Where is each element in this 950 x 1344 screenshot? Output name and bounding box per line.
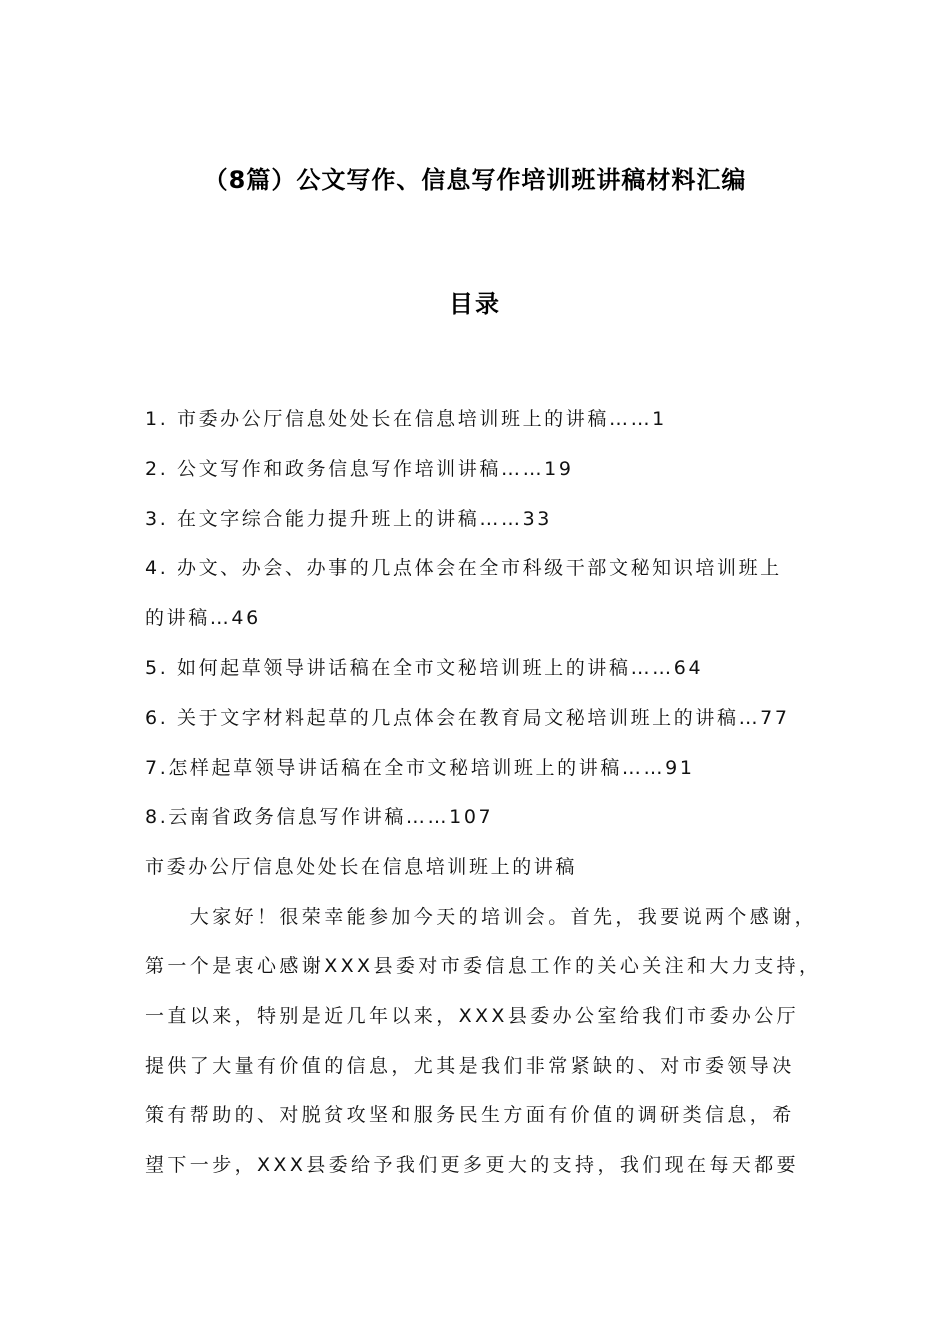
toc-item-4[interactable]: 4. 办文、办会、办事的几点体会在全市科级干部文秘知识培训班上 <box>145 557 782 579</box>
toc-heading: 目录 <box>449 290 501 318</box>
toc-item-4-continued[interactable]: 的讲稿…46 <box>145 607 261 629</box>
toc-item-5[interactable]: 5. 如何起草领导讲话稿在全市文秘培训班上的讲稿……64 <box>145 657 704 679</box>
body-line: 提供了大量有价值的信息，尤其是我们非常紧缺的、对市委领导决 <box>145 1055 795 1077</box>
toc-item-1[interactable]: 1. 市委办公厅信息处处长在信息培训班上的讲稿……1 <box>145 408 667 430</box>
body-line: 一直以来，特别是近几年以来，XXX县委办公室给我们市委办公厅 <box>145 1005 800 1027</box>
toc-item-6[interactable]: 6. 关于文字材料起草的几点体会在教育局文秘培训班上的讲稿…77 <box>145 707 790 729</box>
body-line: 第一个是衷心感谢XXX县委对市委信息工作的关心关注和大力支持， <box>145 955 822 977</box>
body-line: 大家好！很荣幸能参加今天的培训会。首先，我要说两个感谢， <box>145 906 818 928</box>
body-line: 策有帮助的、对脱贫攻坚和服务民生方面有价值的调研类信息，希 <box>145 1104 795 1126</box>
section-title: 市委办公厅信息处处长在信息培训班上的讲稿 <box>145 856 578 878</box>
toc-item-3[interactable]: 3. 在文字综合能力提升班上的讲稿……33 <box>145 508 552 530</box>
toc-item-7[interactable]: 7.怎样起草领导讲话稿在全市文秘培训班上的讲稿……91 <box>145 757 695 779</box>
toc-item-2[interactable]: 2. 公文写作和政务信息写作培训讲稿……19 <box>145 458 574 480</box>
toc-item-8[interactable]: 8.云南省政务信息写作讲稿……107 <box>145 806 494 828</box>
document-title: （8篇）公文写作、信息写作培训班讲稿材料汇编 <box>203 166 747 194</box>
body-line: 望下一步，XXX县委给予我们更多更大的支持，我们现在每天都要 <box>145 1154 800 1176</box>
